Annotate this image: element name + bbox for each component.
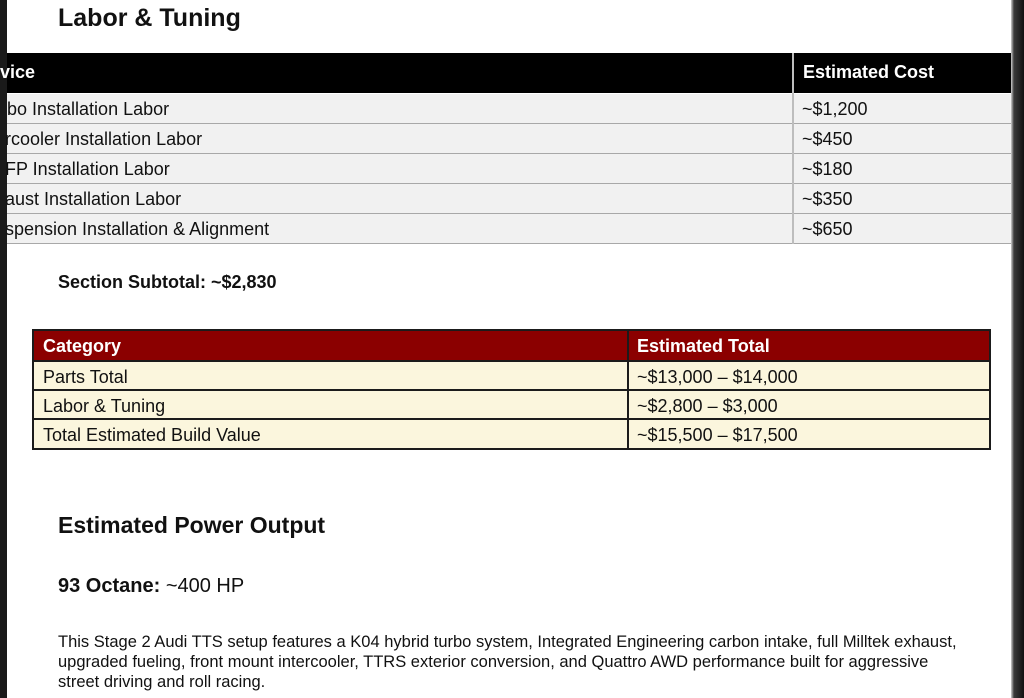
power-heading: Estimated Power Output [58,512,326,538]
cost-cell: ~$350 [802,189,853,209]
cost-cell: ~$650 [802,219,853,239]
total-cell: ~$2,800 – $3,000 [637,396,778,416]
cost-cell: ~$1,200 [802,99,868,119]
table-row [7,154,1011,184]
cost-cell: ~$180 [802,159,853,179]
cost-cell: ~$450 [802,129,853,149]
summary-table [32,329,991,450]
table-row [34,418,989,449]
service-cell: spension Installation & Alignment [5,219,270,239]
category-cell: Labor & Tuning [43,396,166,416]
total-cell: ~$13,000 – $14,000 [637,367,798,387]
section-title: Labor & Tuning [58,4,241,32]
header-estimated-cost: Estimated Cost [803,62,935,82]
category-cell: Parts Total [43,367,128,387]
column-divider [627,331,629,448]
header-estimated-total: Estimated Total [637,336,770,356]
table-row [7,124,1011,154]
header-category: Category [43,336,122,356]
total-cell: ~$15,500 – $17,500 [637,425,798,445]
table-row [7,184,1011,214]
labor-table-header [0,53,1011,93]
section-subtotal: Section Subtotal: ~$2,830 [58,272,277,292]
table-row [34,389,989,420]
table-row [7,94,1011,124]
page-edge-shadow [1011,0,1024,698]
service-cell: FP Installation Labor [5,159,170,179]
column-divider [792,53,794,244]
octane-value: ~400 HP [165,575,245,597]
table-row [34,360,989,391]
category-cell: Total Estimated Build Value [43,425,261,445]
octane-label: 93 Octane: [58,575,161,597]
service-cell: aust Installation Labor [5,189,182,209]
header-service: vice [0,62,36,82]
octane-line [58,575,244,598]
build-description: This Stage 2 Audi TTS setup features a K04 hybrid turbo system, Integrated Engineering carbon intake, full Milltek exhaust, upgraded fueling, front mount intercooler, TTRS exterior conversion, and Quattro AWD performance built for aggressive street driving and roll racing. [58,633,957,691]
service-cell: rcooler Installation Labor [5,129,203,149]
summary-table-header [34,331,989,360]
service-cell: bo Installation Labor [7,99,170,119]
table-row [7,214,1011,244]
